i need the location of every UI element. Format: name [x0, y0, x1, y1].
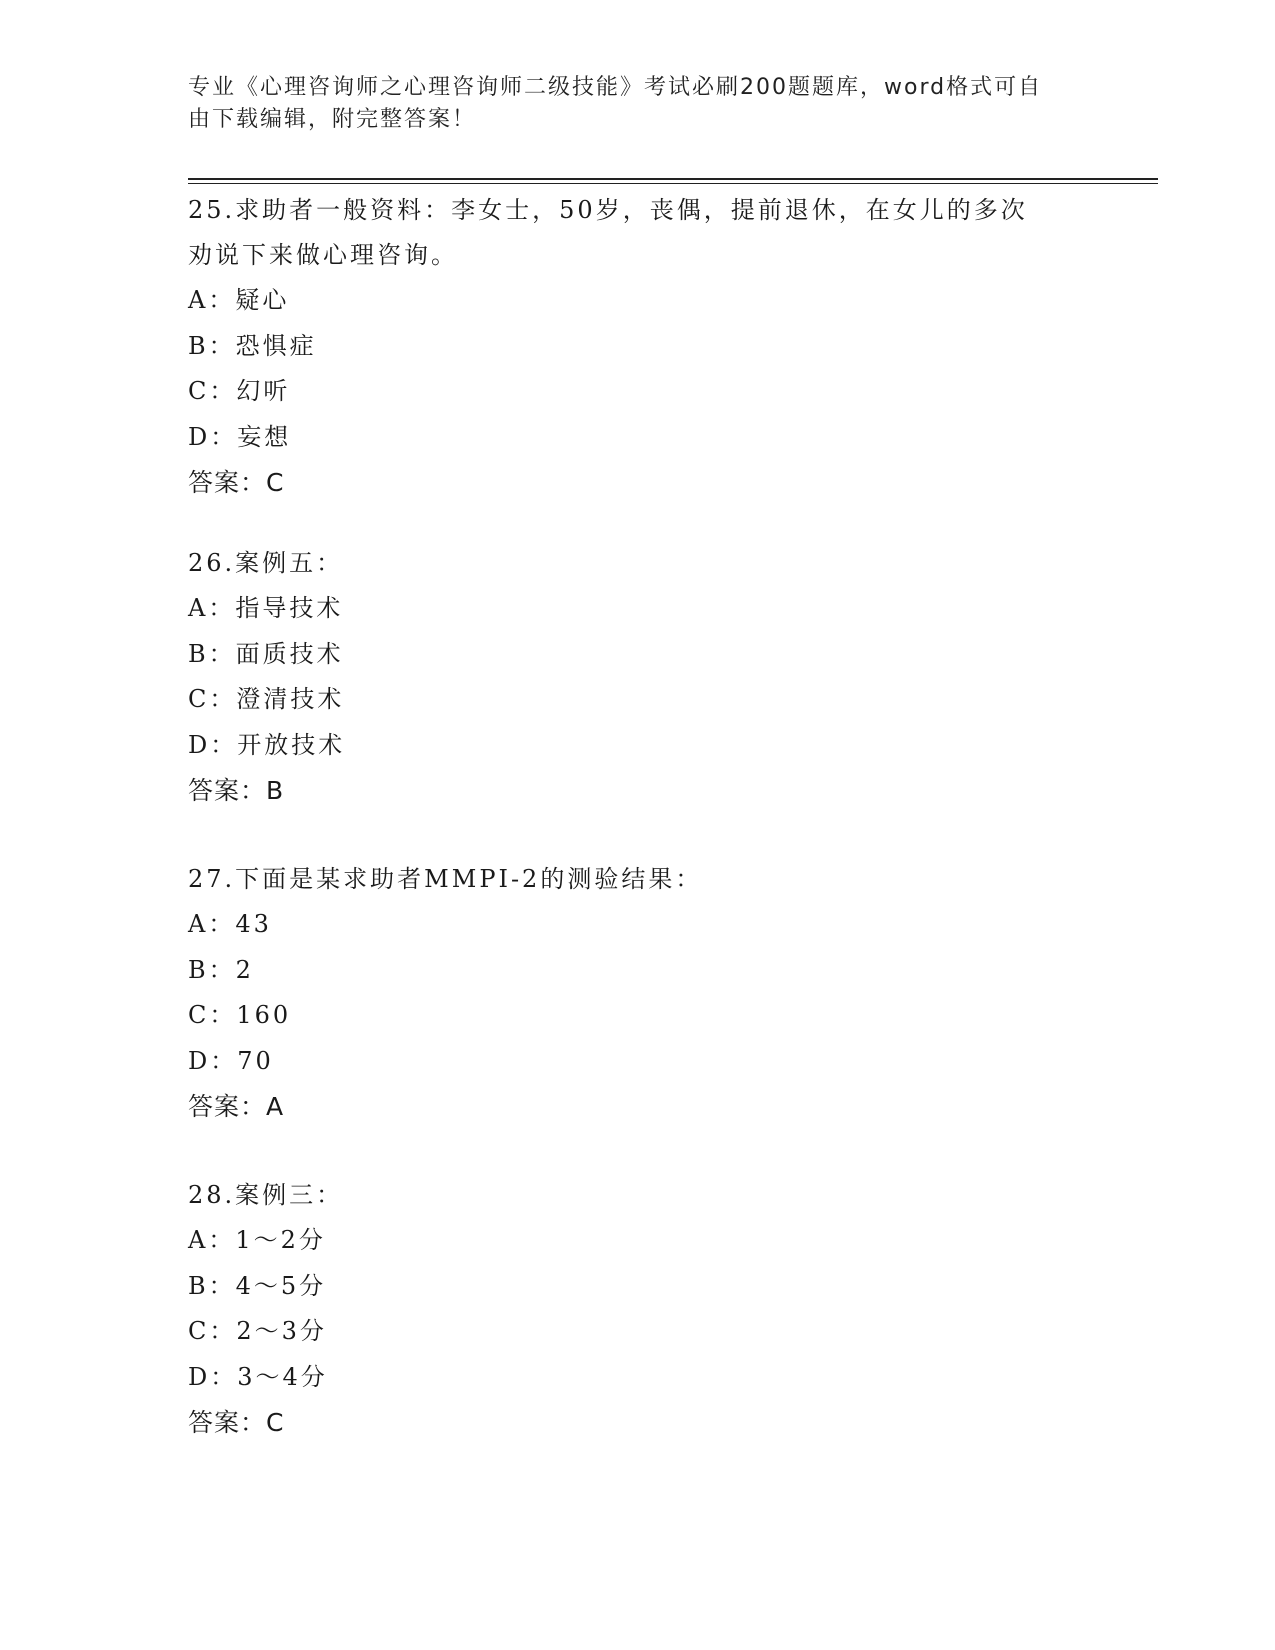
option-a: A：43 [188, 910, 272, 938]
header-divider-thin [188, 183, 1158, 184]
option-b: B：恐惧症 [188, 331, 317, 360]
question-stem-line-1: 25.求助者一般资料：李女士，50岁，丧偶，提前退休，在女儿的多次 [188, 196, 1028, 224]
option-a: A：1～2分 [188, 1226, 326, 1254]
option-c: C：幻听 [188, 377, 291, 405]
document-header [188, 72, 1088, 136]
header-line-1: 专业《心理咨询师之心理咨询师二级技能》考试必刷200题题库，word格式可自 [188, 75, 1043, 100]
question-stem-line-1: 26.案例五： [188, 549, 344, 577]
answer: 答案：C [188, 468, 285, 497]
option-d: D：妄想 [188, 422, 292, 451]
answer: 答案：A [188, 1092, 285, 1121]
option-c: C：澄清技术 [188, 685, 345, 713]
question-28 [188, 1173, 1088, 1446]
question-25 [188, 188, 1088, 506]
answer: 答案：C [188, 1408, 285, 1437]
option-d: D：3～4分 [188, 1362, 328, 1391]
option-b: B：2 [188, 955, 254, 984]
question-stem-line-2: 劝说下来做心理咨询。 [188, 241, 458, 269]
option-d: D：开放技术 [188, 730, 346, 759]
option-c: C：160 [188, 1001, 292, 1029]
option-b: B：4～5分 [188, 1271, 327, 1300]
header-divider-thick [188, 178, 1158, 180]
option-a: A：疑心 [188, 286, 290, 314]
question-26 [188, 541, 1088, 814]
option-b: B：面质技术 [188, 639, 344, 668]
header-line-2: 由下载编辑，附完整答案！ [188, 107, 477, 132]
question-stem-line-1: 27.下面是某求助者MMPI-2的测验结果： [188, 865, 703, 893]
answer: 答案：B [188, 776, 285, 805]
option-d: D：70 [188, 1046, 274, 1075]
question-27 [188, 857, 1088, 1130]
option-a: A：指导技术 [188, 594, 344, 622]
question-stem-line-1: 28.案例三： [188, 1181, 344, 1209]
option-c: C：2～3分 [188, 1317, 327, 1345]
